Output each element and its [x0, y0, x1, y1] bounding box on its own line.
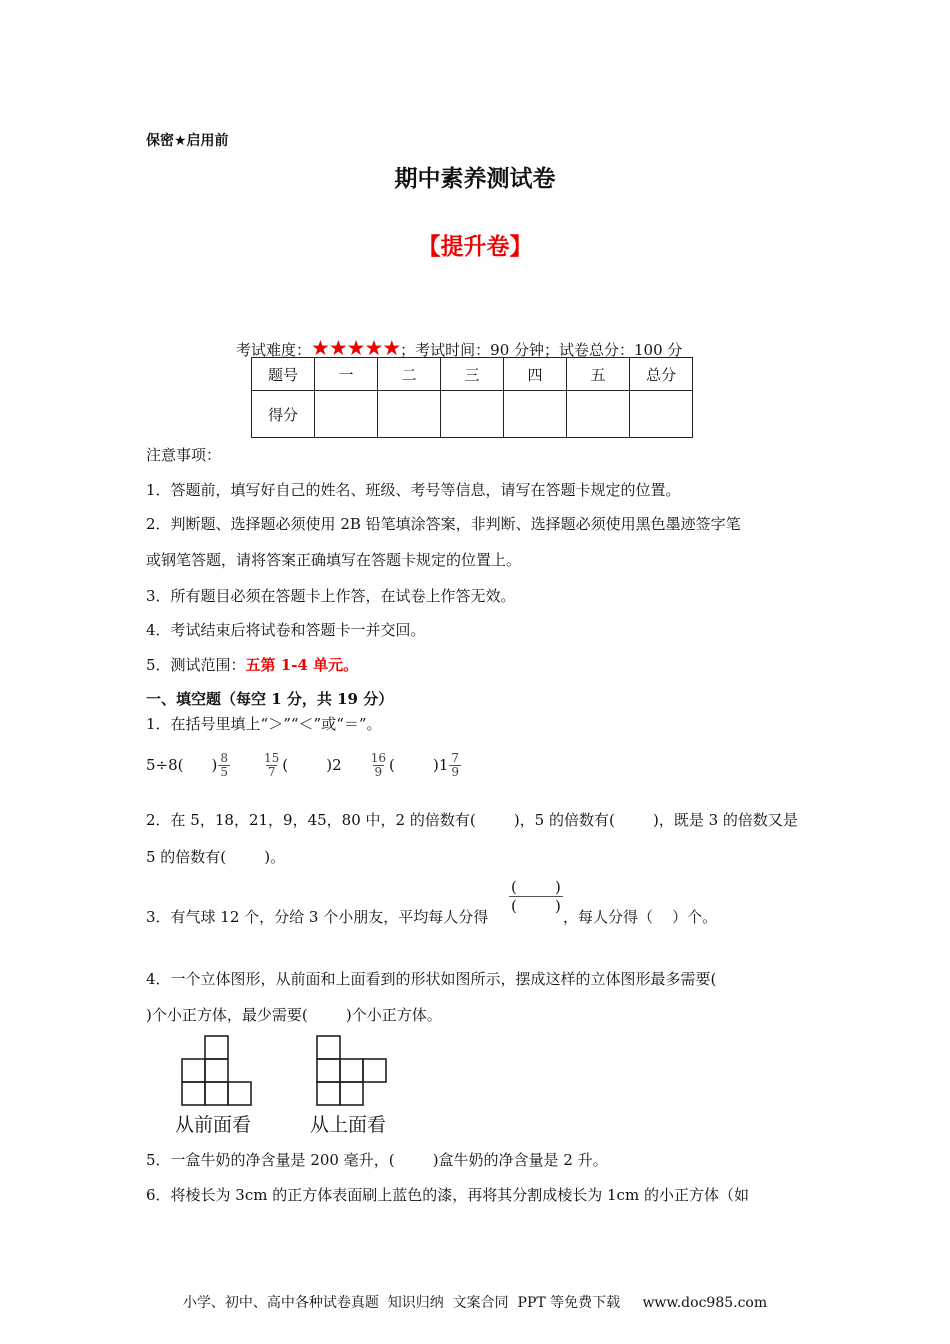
q1-item-a-left: 5÷8(: [146, 756, 184, 774]
front-view-grid: [182, 1036, 251, 1105]
test-scope: 五第 1-4 单元。: [245, 656, 359, 674]
note-item: 1．答题前，填写好自己的姓名、班级、考号等信息，请写在答题卡规定的位置。: [146, 481, 681, 499]
difficulty-stars: ★★★★★: [311, 336, 401, 360]
section-title: 一、填空题（每空 1 分，共 19 分）: [146, 690, 394, 708]
q1-item-b-mid: ( )2: [282, 756, 342, 774]
note-item: [146, 654, 358, 675]
score-cell: [567, 391, 630, 438]
fraction-7-9: [449, 752, 461, 778]
score-cell: [504, 391, 567, 438]
fraction-denominator: 7: [267, 764, 276, 779]
q1-item-a-right: ): [211, 756, 218, 774]
score-table-score-row: [252, 391, 693, 438]
question-6: 6．将棱长为 3cm 的正方体表面刷上蓝色的漆，再将其分割成棱长为 1cm 的小正方体（如: [146, 1186, 749, 1204]
front-view-cell: [205, 1082, 228, 1105]
exam-info-rest: ；考试时间：90 分钟；试卷总分：100 分: [400, 341, 683, 359]
fraction-8-5: [218, 752, 230, 778]
question-1-items: [146, 746, 462, 784]
question-5: 5．一盒牛奶的净含量是 200 毫升，( )盒牛奶的净含量是 2 升。: [146, 1151, 608, 1169]
fraction-numerator: 16: [370, 750, 386, 765]
score-table-header-cell: 二: [378, 358, 441, 391]
fraction-denominator: 9: [451, 764, 460, 779]
question-3-suffix: ，每人分得（ ）个。: [563, 908, 718, 926]
difficulty-label: 考试难度：: [236, 341, 312, 359]
fraction-16-9: [369, 752, 388, 778]
fraction-numerator: 15: [264, 750, 280, 765]
question-3-prefix: 3．有气球 12 个，分给 3 个小朋友，平均每人分得: [146, 908, 489, 926]
confidential-label: 保密★启用前: [146, 133, 229, 149]
score-table-header-cell: 题号: [252, 358, 315, 391]
score-row-label: 得分: [252, 391, 315, 438]
fraction-numerator: 7: [451, 750, 460, 765]
notes-title: 注意事项：: [146, 446, 222, 464]
question-2-line-2: 5 的倍数有( )。: [146, 848, 286, 866]
q3-blank-fraction: [509, 878, 563, 915]
score-table-header-cell: 三: [441, 358, 504, 391]
score-table-header-cell: 一: [315, 358, 378, 391]
fraction-numerator-blank: ( ): [511, 878, 561, 896]
question-2-line-1: 2．在 5，18，21，9，45，80 中，2 的倍数有( )，5 的倍数有( )，既是 3 的倍数又是: [146, 811, 798, 829]
question-1: 1．在括号里填上“＞”“＜”或“＝”。: [146, 715, 382, 733]
front-view-cell: [205, 1036, 228, 1059]
fraction-denominator: 9: [374, 764, 383, 779]
top-view-grid: [317, 1036, 386, 1105]
note-item: 3．所有题目必须在答题卡上作答，在试卷上作答无效。: [146, 587, 516, 605]
front-view-cell: [205, 1059, 228, 1082]
fraction-denominator: 5: [220, 764, 229, 779]
page-footer: 小学、初中、高中各种试卷真题 知识归纳 文案合同 PPT 等免费下载 www.doc985.com: [182, 1295, 768, 1311]
fraction-denominator-blank: ( ): [511, 897, 561, 915]
score-cell: [378, 391, 441, 438]
top-view-cell: [317, 1059, 340, 1082]
q4-views-figure: [170, 1032, 410, 1110]
fraction-numerator: 8: [220, 750, 229, 765]
score-table-header-cell: 总分: [630, 358, 693, 391]
top-view-cell: [317, 1036, 340, 1059]
top-view-cell: [363, 1059, 386, 1082]
score-table: [251, 357, 693, 438]
score-cell: [441, 391, 504, 438]
score-table-header-row: [252, 358, 693, 391]
front-view-caption: 从前面看: [175, 1114, 252, 1136]
q1-item-c-mid: ( )1: [388, 756, 449, 774]
note-item: 4．考试结束后将试卷和答题卡一并交回。: [146, 621, 426, 639]
score-table-header-cell: 四: [504, 358, 567, 391]
top-view-caption: 从上面看: [310, 1114, 387, 1136]
note-item: 2．判断题、选择题必须使用 2B 铅笔填涂答案，非判断、选择题必须使用黑色墨迹签字笔: [146, 515, 741, 533]
score-cell: [630, 391, 693, 438]
note-item-prefix: 5．测试范围：: [146, 656, 246, 674]
front-view-cell: [182, 1059, 205, 1082]
page-subtitle: 【提升卷】: [417, 234, 533, 260]
page-title: 期中素养测试卷: [394, 166, 556, 192]
top-view-cell: [317, 1082, 340, 1105]
question-4-line-1: 4．一个立体图形，从前面和上面看到的形状如图所示，摆成这样的立体图形最多需要(: [146, 970, 717, 988]
note-item: 或钢笔答题，请将答案正确填写在答题卡规定的位置上。: [146, 551, 522, 569]
front-view-cell: [228, 1082, 251, 1105]
top-view-cell: [340, 1059, 363, 1082]
score-cell: [315, 391, 378, 438]
top-view-cell: [340, 1082, 363, 1105]
question-4-line-2: )个小正方体，最少需要( )个小正方体。: [146, 1006, 442, 1024]
front-view-cell: [182, 1082, 205, 1105]
fraction-15-7: [262, 752, 281, 778]
score-table-header-cell: 五: [567, 358, 630, 391]
